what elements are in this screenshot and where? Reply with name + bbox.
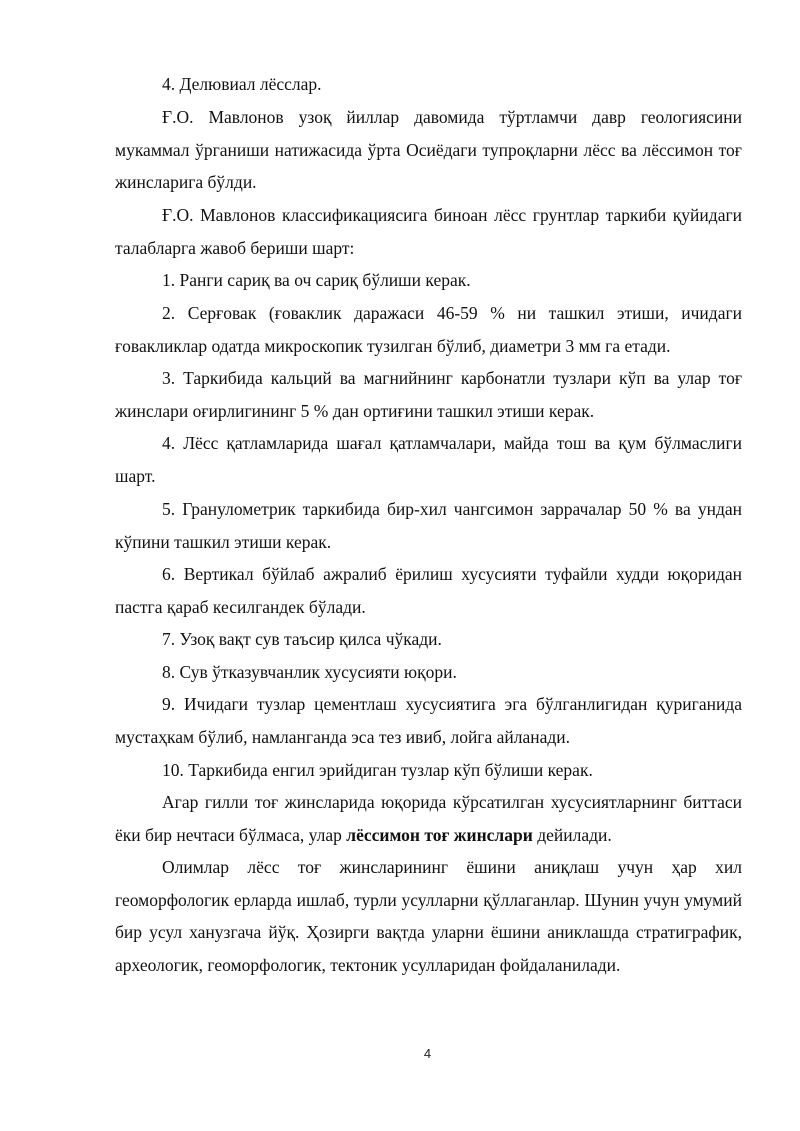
page-number: 4 <box>423 1046 432 1061</box>
criterion-4: 4. Лёсс қатламларида шағал қатламчалари, майда тош ва қум бўлмаслиги шарт. <box>115 433 742 486</box>
paragraph-loessoid-text-end: дейилади. <box>532 824 612 845</box>
paragraph-loessoid-text-start: Агар гилли тоғ жинсларида юқорида кўрсатилган хусусиятларнинг биттаси ёки бир нечтаси бўлмаса, улар <box>115 792 742 845</box>
criterion-8: 8. Сув ўтказувчанлик хусусияти юқори. <box>162 662 457 682</box>
paragraph-age-methods: Олимлар лёсс тоғ жинсларининг ёшини аниқлаш учун ҳар хил геоморфологик ерларда ишлаб, турли усулларни қўллаганлар. Шунин учун умумий бир усул ханузгача йўқ. Ҳозирги вақтда уларни ёшини аниклашда стратиграфик, археологик, геоморфологик, тектоник усулларидан фойдаланилади. <box>115 857 742 975</box>
criterion-5: 5. Гранулометрик таркибида бир-хил чангсимон заррачалар 50 % ва ундан кўпини ташкил этиши керак. <box>115 499 742 552</box>
criterion-1: 1. Ранги сариқ ва оч сариқ бўлиши керак. <box>162 270 471 290</box>
criterion-10: 10. Таркибида енгил эрийдиган тузлар кўп бўлиши керак. <box>162 760 593 780</box>
paragraph-loessoid-definition <box>115 786 742 851</box>
loessoid-term-bold: лёссимон тоғ жинслари <box>346 824 533 845</box>
paragraph-mavlonov-study: Ғ.О. Мавлонов узоқ йиллар давомида тўртламчи давр геологиясини мукаммал ўрганиши натижасида ўрта Осиёдаги тупроқларни лёсс ва лёссимон тоғ жинсларига бўлди. <box>115 107 742 193</box>
criterion-7: 7. Узоқ вақт сув таъсир қилса чўкади. <box>162 629 442 649</box>
criterion-6: 6. Вертикал бўйлаб ажралиб ёрилиш хусусияти туфайли худди юқоридан пастга қараб кесилгандек бўлади. <box>115 564 742 617</box>
criterion-2: 2. Серғовак (ғоваклик даражаси 46-59 % ни ташкил этиши, ичидаги ғовакликлар одатда микроскопик тузилган бўлиб, диаметри 3 мм га етади. <box>115 303 742 356</box>
paragraph-mavlonov-classification: Ғ.О. Мавлонов классификациясига биноан лёсс грунтлар таркиби қуйидаги талабларга жавоб бериши шарт: <box>115 205 742 258</box>
criterion-3: 3. Таркибида кальций ва магнийнинг карбонатли тузлари кўп ва улар тоғ жинслари оғирлигининг 5 % дан ортиғини ташкил этиши керак. <box>115 368 742 421</box>
criterion-9: 9. Ичидаги тузлар цементлаш хусусиятига эга бўлганлигидан қуриганида мустаҳкам бўлиб, намланганда эса тез ивиб, лойга айланади. <box>115 694 742 747</box>
list-item-delyuvial: 4. Делювиал лёсслар. <box>162 74 322 94</box>
